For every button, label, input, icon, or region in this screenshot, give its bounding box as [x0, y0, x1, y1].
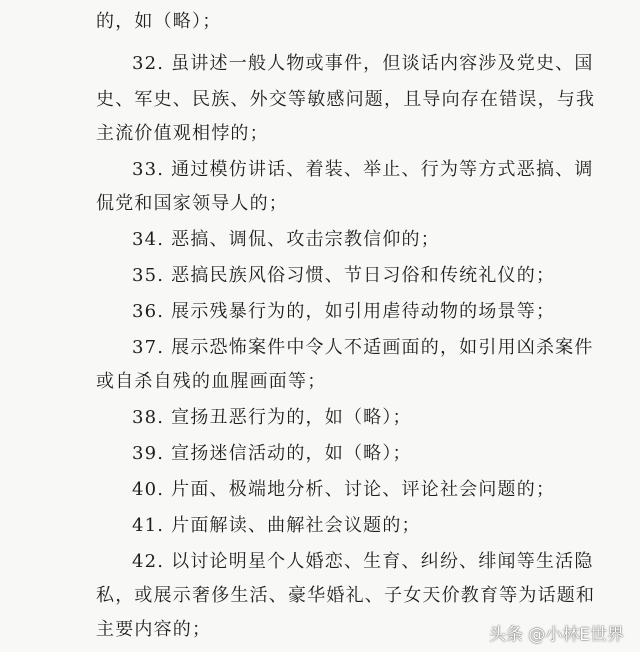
text-line-15: 41. 片面解读、曲解社会议题的；	[132, 515, 421, 536]
text-line-11: 或自杀自残的血腥画面等；	[96, 371, 327, 392]
text-line-3: 史、军史、民族、外交等敏感问题，且导向存在错误，与我	[96, 89, 596, 110]
text-line-6: 侃党和国家领导人的；	[96, 193, 288, 214]
text-line-7: 34. 恶搞、调侃、攻击宗教信仰的；	[132, 229, 440, 250]
text-line-14: 40. 片面、极端地分析、讨论、评论社会问题的；	[132, 479, 556, 500]
source-watermark: 头条 @小林E世界	[488, 624, 624, 645]
text-line-12: 38. 宣扬丑恶行为的，如（略）；	[132, 407, 412, 428]
text-line-16: 42. 以讨论明星个人婚恋、生育、纠纷、绯闻等生活隐	[132, 551, 594, 572]
text-line-10: 37. 展示恐怖案件中令人不适画面的，如引用凶杀案件	[132, 337, 594, 358]
text-line-2: 32. 虽讲述一般人物或事件，但谈话内容涉及党史、国	[132, 53, 594, 74]
text-line-18: 主要内容的；	[96, 619, 212, 640]
text-line-13: 39. 宣扬迷信活动的，如（略）；	[132, 443, 412, 464]
text-line-5: 33. 通过模仿讲话、着装、举止、行为等方式恶搞、调	[132, 159, 594, 180]
text-line-8: 35. 恶搞民族风俗习惯、节日习俗和传统礼仪的；	[132, 265, 556, 286]
text-line-17: 私，或展示奢侈生活、豪华婚礼、子女天价教育等为话题和	[96, 585, 596, 606]
text-line-4: 主流价值观相悖的；	[96, 123, 269, 144]
text-line-9: 36. 展示残暴行为的，如引用虐待动物的场景等；	[132, 301, 556, 322]
text-line-1: 的，如（略）；	[96, 11, 222, 32]
